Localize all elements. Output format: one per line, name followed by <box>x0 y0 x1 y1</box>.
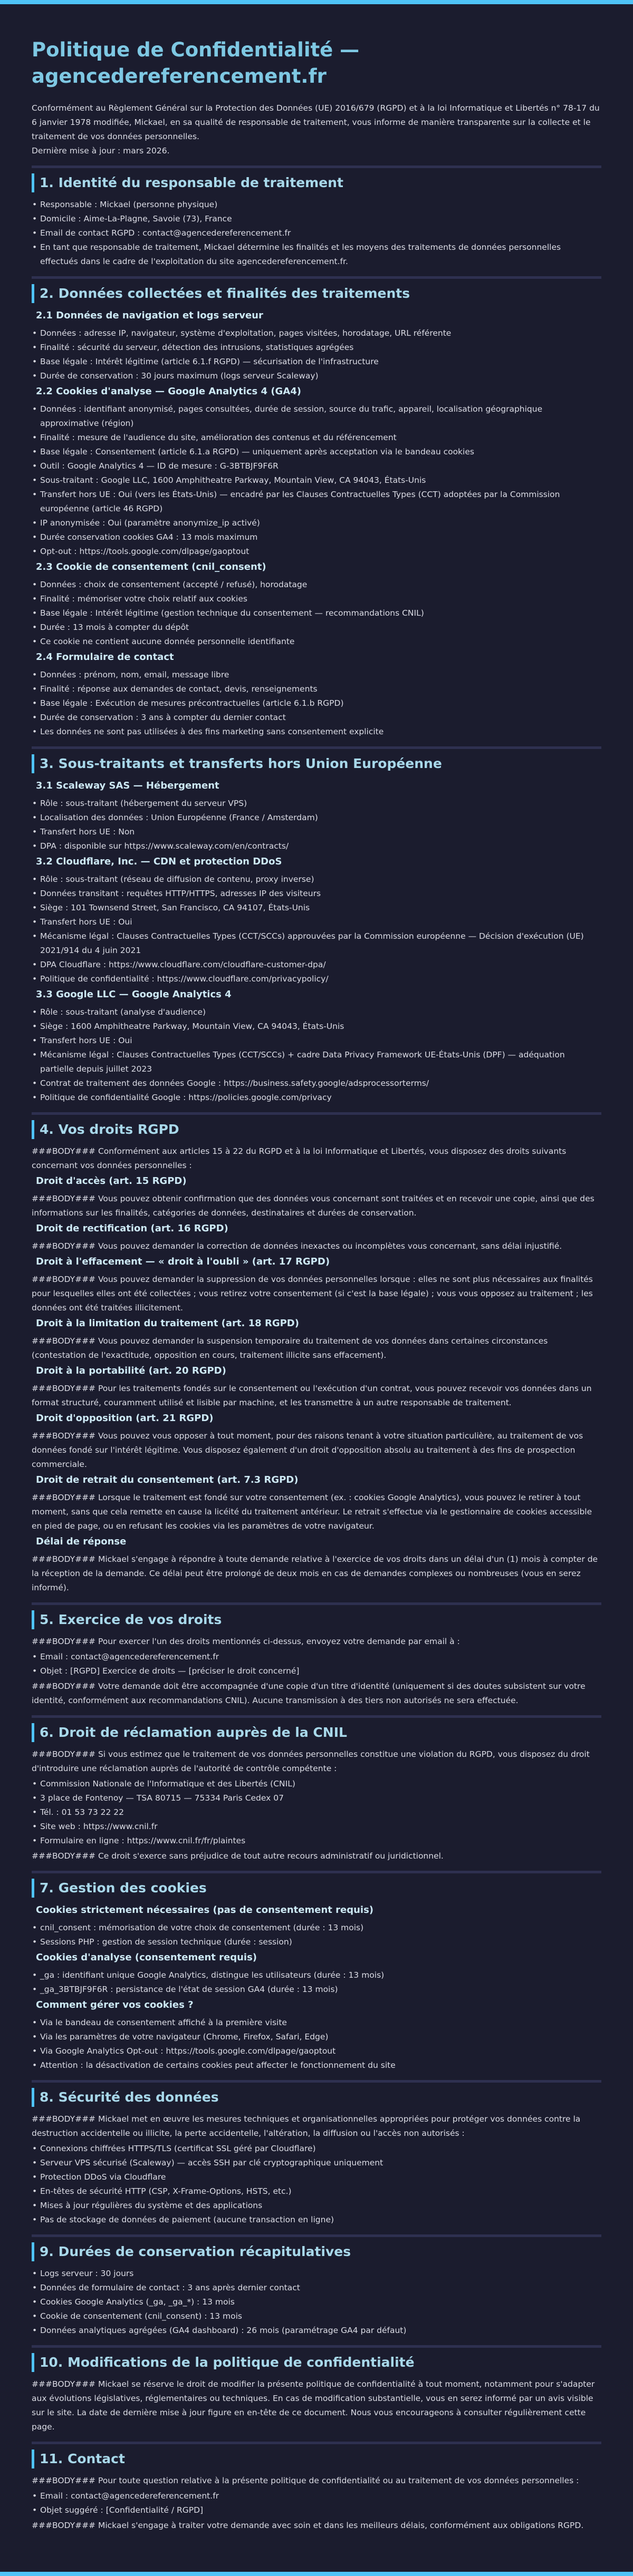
section-outro: ###BODY### Mickael s'engage à traiter votre demande avec soin et dans les meilleurs délais, conformément aux obligations RGPD. <box>32 2521 584 2530</box>
list-item: • Données de formulaire de contact : 3 ans après dernier contact <box>32 2281 601 2295</box>
list-item: • Outil : Google Analytics 4 — ID de mesure : G-3BTBJF9F6R <box>32 459 601 473</box>
list <box>32 1777 601 1848</box>
list-item: • Finalité : sécurité du serveur, détection des intrusions, statistiques agrégées <box>32 341 601 355</box>
list-item: • Données : choix de consentement (accepté / refusé), horodatage <box>32 578 601 592</box>
list-item: • Cookie de consentement (cnil_consent) : 13 mois <box>32 2309 601 2324</box>
page-header <box>32 37 601 158</box>
list-item: • Via le bandeau de consentement affiché à la première visite <box>32 2016 601 2030</box>
subsection-title: 3.2 Cloudflare, Inc. — CDN et protection DDoS <box>36 856 282 867</box>
list <box>32 872 601 986</box>
list <box>32 326 601 383</box>
section-retention <box>32 2242 601 2338</box>
section-identity <box>32 173 601 269</box>
list-item: • Serveur VPS sécurisé (Scaleway) — accès SSH par clé cryptographique uniquement <box>32 2156 601 2170</box>
list-item: • Cookies Google Analytics (_ga, _ga_*) : 13 mois <box>32 2295 601 2309</box>
section-security <box>32 2088 601 2227</box>
right-body: ###BODY### Pour les traitements fondés sur le consentement ou l'exécution d'un contrat, vous pouvez recevoir vos données dans un format structuré, couramment utilisé et lisible par machine, et les transmettre à un autre responsable de traitement. <box>32 1384 592 1407</box>
right-title: Délai de réponse <box>36 1536 127 1547</box>
right-body: ###BODY### Mickael s'engage à répondre à toute demande relative à l'exercice de vos droits dans un délai d'un (1) mois à compter de la réception de la demande. Ce délai peut être prolongé de deux mois en cas de demandes complexes ou nombreuses (vous en serez informé). <box>32 1554 598 1592</box>
right-title: Droit à la portabilité (art. 20 RGPD) <box>36 1365 226 1376</box>
section-intro: ###BODY### Pour exercer l'un des droits mentionnés ci-dessus, envoyez votre demande par email à : <box>32 1637 460 1646</box>
list-item[interactable]: • Email : contact@agencedereferencement.fr <box>32 1650 601 1664</box>
list-item[interactable]: • Contrat de traitement des données Google : https://business.safety.google/adsprocessorterms/ <box>32 1076 601 1091</box>
subsection-title: 2.4 Formulaire de contact <box>36 652 174 663</box>
section-body: ###BODY### Mickael se réserve le droit de modifier la présente politique de confidentialité à tout moment, notamment pour s'adapter aux évolutions législatives, réglementaires ou techniques. En cas de modification substantielle, vous en serez informé par un avis visible sur le site. La date de dernière mise à jour figure en en-tête de ce document. Nous vous encourageons à consulter régulièrement cette page. <box>32 2379 595 2432</box>
list-item: • _ga_3BTBJF9F6R : persistance de l'état de session GA4 (durée : 13 mois) <box>32 1982 601 1997</box>
list-item: • Mécanisme légal : Clauses Contractuelles Types (CCT/SCCs) + cadre Data Privacy Framework UE-États-Unis (DPF) — adéquation partielle depuis juillet 2023 <box>32 1048 601 1076</box>
right-body: ###BODY### Vous pouvez demander la suspension temporaire du traitement de vos données dans certaines circonstances (contestation de l'exactitude, opposition en cours, traitement illicite sans effacement). <box>32 1336 548 1360</box>
list-item: • Finalité : mesure de l'audience du site, amélioration des contenus et du référencement <box>32 431 601 445</box>
divider <box>32 1715 601 1718</box>
list-item: • 3 place de Fontenoy — TSA 80715 — 75334 Paris Cedex 07 <box>32 1791 601 1805</box>
divider <box>32 2345 601 2348</box>
right-title: Droit de retrait du consentement (art. 7.3 RGPD) <box>36 1474 299 1485</box>
right-body: ###BODY### Vous pouvez demander la correction de données inexactes ou incomplètes vous concernant, sans délai injustifié. <box>32 1241 562 1251</box>
divider <box>32 1602 601 1605</box>
right-body: ###BODY### Vous pouvez demander la suppression de vos données personnelles lorsque : elles ne sont plus nécessaires aux finalités pour lesquelles elles ont été collectées ; vous retirez votre consentement (si c'est la base légale) ; vous vous opposez au traitement ; les données ont été traitées illicitement. <box>32 1275 593 1313</box>
list-item[interactable]: • Via Google Analytics Opt-out : https://tools.google.com/dlpage/gaoptout <box>32 2044 601 2058</box>
section-title: 2. Données collectées et finalités des traitements <box>32 284 601 303</box>
list <box>32 198 601 269</box>
list-item[interactable]: • Site web : https://www.cnil.fr <box>32 1820 601 1834</box>
list-item: • Finalité : réponse aux demandes de contact, devis, renseignements <box>32 682 601 696</box>
list-item: • Données analytiques agrégées (GA4 dashboard) : 26 mois (paramétrage GA4 par défaut) <box>32 2324 601 2338</box>
divider <box>32 2442 601 2444</box>
section-cnil <box>32 1723 601 1863</box>
list-item: • Durée : 13 mois à compter du dépôt <box>32 620 601 635</box>
list <box>32 402 601 559</box>
list <box>32 796 601 853</box>
subsection-title: 2.1 Données de navigation et logs serveur <box>36 310 263 321</box>
section-outro: ###BODY### Votre demande doit être accompagnée d'une copie d'un titre d'identité (uniquement si des doutes subsistent sur votre identité, conformément aux recommandations CNIL). Aucune transmission à des tiers non autorisés ne sera effectuée. <box>32 1681 586 1705</box>
list-item: • Les données ne sont pas utilisées à des fins marketing sans consentement explicite <box>32 725 601 739</box>
right-title: Droit d'opposition (art. 21 RGPD) <box>36 1413 214 1424</box>
right-body: ###BODY### Vous pouvez obtenir confirmation que des données vous concernant sont traitées et en recevoir une copie, ainsi que des informations sur les finalités, catégories de données, destinataires et durées de conservation. <box>32 1194 594 1218</box>
page-title: Politique de Confidentialité — agencedereferencement.fr <box>32 38 360 88</box>
top-accent-bar <box>0 0 633 4</box>
section-title: 4. Vos droits RGPD <box>32 1120 601 1139</box>
last-update: Dernière mise à jour : mars 2026. <box>32 146 170 155</box>
list-item: • Données transitant : requêtes HTTP/HTTPS, adresses IP des visiteurs <box>32 887 601 901</box>
list-item: • Objet suggéré : [Confidentialité / RGPD] <box>32 2503 601 2517</box>
list-item: • Transfert hors UE : Oui <box>32 1034 601 1048</box>
list-item: • Connexions chiffrées HTTPS/TLS (certificat SSL géré par Cloudflare) <box>32 2142 601 2156</box>
section-rights <box>32 1120 601 1595</box>
list-item[interactable]: • Politique de confidentialité Google : https://policies.google.com/privacy <box>32 1091 601 1105</box>
section-title: 11. Contact <box>32 2449 601 2468</box>
list-item: • Durée de conservation : 3 ans à compter du dernier contact <box>32 711 601 725</box>
section-title: 1. Identité du responsable de traitement <box>32 173 601 192</box>
list-item: • _ga : identifiant unique Google Analytics, distingue les utilisateurs (durée : 13 mois) <box>32 1968 601 1982</box>
list-item: • Transfert hors UE : Oui (vers les États-Unis) — encadré par les Clauses Contractuelles Types (CCT) adoptées par la Commission européenne (article 46 RGPD) <box>32 488 601 516</box>
divider <box>32 2234 601 2237</box>
subsection-title: Cookies d'analyse (consentement requis) <box>36 1952 257 1963</box>
subsection-title: 3.1 Scaleway SAS — Hébergement <box>36 780 219 791</box>
list <box>32 1005 601 1105</box>
section-data-collected <box>32 284 601 739</box>
list-item: • Attention : la désactivation de certains cookies peut affecter le fonctionnement du site <box>32 2058 601 2073</box>
section-title: 5. Exercice de vos droits <box>32 1610 601 1629</box>
right-body: ###BODY### Lorsque le traitement est fondé sur votre consentement (ex. : cookies Google Analytics), vous pouvez le retirer à tout moment, sans que cela remette en cause la licéité du traitement antérieur. Le retrait s'effectue via le gestionnaire de cookies accessible en pied de page, ou en refusant les cookies via les paramètres de votre navigateur. <box>32 1493 592 1531</box>
section-title: 3. Sous-traitants et transferts hors Union Européenne <box>32 754 601 773</box>
list <box>32 2142 601 2227</box>
list-item: • Tél. : 01 53 73 22 22 <box>32 1805 601 1820</box>
section-cookies <box>32 1879 601 2073</box>
section-intro: ###BODY### Si vous estimez que le traitement de vos données personnelles constitue une violation du RGPD, vous disposez du droit d'introduire une réclamation auprès de l'autorité de contrôle compétente : <box>32 1749 590 1773</box>
divider <box>32 1871 601 1873</box>
section-exercise-rights <box>32 1610 601 1708</box>
list-item: • Sous-traitant : Google LLC, 1600 Amphitheatre Parkway, Mountain View, CA 94043, États-Unis <box>32 473 601 488</box>
list <box>32 1921 601 1949</box>
list-item: • Logs serveur : 30 jours <box>32 2267 601 2281</box>
list-item: • Siège : 1600 Amphitheatre Parkway, Mountain View, CA 94043, États-Unis <box>32 1019 601 1034</box>
list <box>32 1968 601 1997</box>
list <box>32 668 601 739</box>
list-item: • Durée conservation cookies GA4 : 13 mois maximum <box>32 530 601 545</box>
list <box>32 2016 601 2073</box>
intro-text: Conformément au Règlement Général sur la Protection des Données (UE) 2016/679 (RGPD) et à la loi Informatique et Libertés n° 78-17 du 6 janvier 1978 modifiée, Mickael, en sa qualité de responsable de traitement, vous informe de manière transparente sur la collecte et le traitement de vos données personnelles. <box>32 103 600 141</box>
section-contact <box>32 2449 601 2533</box>
section-modifications <box>32 2353 601 2434</box>
section-title: 6. Droit de réclamation auprès de la CNIL <box>32 1723 601 1742</box>
divider <box>32 1112 601 1115</box>
section-subprocessors <box>32 754 601 1105</box>
section-title: 9. Durées de conservation récapitulatives <box>32 2242 601 2261</box>
subsection-title: 3.3 Google LLC — Google Analytics 4 <box>36 989 232 1000</box>
right-body: ###BODY### Vous pouvez vous opposer à tout moment, pour des raisons tenant à votre situation particulière, au traitement de vos données fondé sur l'intérêt légitime. Vous disposez également d'un droit d'opposition absolu au traitement à des fins de prospection commerciale. <box>32 1431 583 1469</box>
list-item: • En tant que responsable de traitement, Mickael détermine les finalités et les moyens des traitements de données personnelles effectués dans le cadre de l'exploitation du site agencedereferencement.fr. <box>32 240 601 269</box>
section-title: 7. Gestion des cookies <box>32 1879 601 1898</box>
section-title: 10. Modifications de la politique de confidentialité <box>32 2353 601 2372</box>
list-item: • Commission Nationale de l'Informatique et des Libertés (CNIL) <box>32 1777 601 1791</box>
list <box>32 2267 601 2338</box>
list-item: • Responsable : Mickael (personne physique) <box>32 198 601 212</box>
list-item: • Protection DDoS via Cloudflare <box>32 2170 601 2184</box>
list-item[interactable]: • Politique de confidentialité : https://www.cloudflare.com/privacypolicy/ <box>32 972 601 986</box>
divider <box>32 166 601 168</box>
list-item: • Base légale : Exécution de mesures précontractuelles (article 6.1.b RGPD) <box>32 696 601 711</box>
list-item: • cnil_consent : mémorisation de votre choix de consentement (durée : 13 mois) <box>32 1921 601 1935</box>
subsection-title: 2.2 Cookies d'analyse — Google Analytics 4 (GA4) <box>36 386 302 397</box>
list-item: • Données : identifiant anonymisé, pages consultées, durée de session, source du trafic, appareil, localisation géographique approximative (région) <box>32 402 601 431</box>
list-item: • Durée de conservation : 30 jours maximum (logs serveur Scaleway) <box>32 369 601 383</box>
list <box>32 2489 601 2517</box>
list-item: • Objet : [RGPD] Exercice de droits — [préciser le droit concerné] <box>32 1664 601 1678</box>
list-item: • Données : adresse IP, navigateur, système d'exploitation, pages visitées, horodatage, URL référente <box>32 326 601 341</box>
list-item: • Domicile : Aime-La-Plagne, Savoie (73), France <box>32 212 601 226</box>
subsection-title: Comment gérer vos cookies ? <box>36 1999 194 2010</box>
bottom-accent-bar <box>0 2572 633 2576</box>
section-title: 8. Sécurité des données <box>32 2088 601 2107</box>
intro <box>32 101 601 158</box>
list-item: • Rôle : sous-traitant (réseau de diffusion de contenu, proxy inverse) <box>32 872 601 887</box>
list-item[interactable]: • DPA Cloudflare : https://www.cloudflare.com/cloudflare-customer-dpa/ <box>32 958 601 972</box>
list-item: • Rôle : sous-traitant (hébergement du serveur VPS) <box>32 796 601 811</box>
divider <box>32 276 601 279</box>
subsection-title: 2.3 Cookie de consentement (cnil_consent) <box>36 561 266 572</box>
list-item: • Base légale : Consentement (article 6.1.a RGPD) — uniquement après acceptation via le bandeau cookies <box>32 445 601 459</box>
right-title: Droit à la limitation du traitement (art. 18 RGPD) <box>36 1318 299 1329</box>
right-title: Droit d'accès (art. 15 RGPD) <box>36 1175 187 1187</box>
list-item: • Transfert hors UE : Oui <box>32 915 601 929</box>
list-item: • Rôle : sous-traitant (analyse d'audience) <box>32 1005 601 1019</box>
divider <box>32 2080 601 2083</box>
section-intro: ###BODY### Conformément aux articles 15 à 22 du RGPD et à la loi Informatique et Libertés, vous disposez des droits suivants concernant vos données personnelles : <box>32 1146 567 1170</box>
list-item[interactable]: • DPA : disponible sur https://www.scaleway.com/en/contracts/ <box>32 839 601 853</box>
list-item[interactable]: • Email de contact RGPD : contact@agencedereferencement.fr <box>32 226 601 240</box>
privacy-policy-page <box>0 4 633 2551</box>
list-item: • Base légale : Intérêt légitime (article 6.1.f RGPD) — sécurisation de l'infrastructure <box>32 355 601 369</box>
list-item: • Via les paramètres de votre navigateur (Chrome, Firefox, Safari, Edge) <box>32 2030 601 2044</box>
list-item: • IP anonymisée : Oui (paramètre anonymize_ip activé) <box>32 516 601 530</box>
list-item[interactable]: • Opt-out : https://tools.google.com/dlpage/gaoptout <box>32 545 601 559</box>
section-intro: ###BODY### Pour toute question relative à la présente politique de confidentialité ou au traitement de vos données personnelles : <box>32 2476 579 2485</box>
list-item: • Transfert hors UE : Non <box>32 825 601 839</box>
list-item: • Finalité : mémoriser votre choix relatif aux cookies <box>32 592 601 606</box>
list-item[interactable]: • Email : contact@agencedereferencement.fr <box>32 2489 601 2503</box>
list-item: • En-têtes de sécurité HTTP (CSP, X-Frame-Options, HSTS, etc.) <box>32 2184 601 2199</box>
right-title: Droit de rectification (art. 16 RGPD) <box>36 1223 228 1234</box>
right-title: Droit à l'effacement — « droit à l'oubli » (art. 17 RGPD) <box>36 1256 330 1267</box>
list-item: • Mises à jour régulières du système et des applications <box>32 2199 601 2213</box>
list-item: • Localisation des données : Union Européenne (France / Amsterdam) <box>32 811 601 825</box>
list-item: • Sessions PHP : gestion de session technique (durée : session) <box>32 1935 601 1949</box>
section-outro: ###BODY### Ce droit s'exerce sans préjudice de tout autre recours administratif ou juridictionnel. <box>32 1851 444 1861</box>
list-item: • Pas de stockage de données de paiement (aucune transaction en ligne) <box>32 2213 601 2227</box>
list <box>32 1650 601 1678</box>
subsection-title: Cookies strictement nécessaires (pas de consentement requis) <box>36 1904 374 1916</box>
list <box>32 578 601 649</box>
list-item: • Siège : 101 Townsend Street, San Francisco, CA 94107, États-Unis <box>32 901 601 915</box>
list-item: • Mécanisme légal : Clauses Contractuelles Types (CCT/SCCs) approuvées par la Commission européenne — Décision d'exécution (UE) 2021/914 du 4 juin 2021 <box>32 929 601 958</box>
list-item[interactable]: • Formulaire en ligne : https://www.cnil.fr/fr/plaintes <box>32 1834 601 1848</box>
list-item: • Données : prénom, nom, email, message libre <box>32 668 601 682</box>
list-item: • Ce cookie ne contient aucune donnée personnelle identifiante <box>32 635 601 649</box>
list-item: • Base légale : Intérêt légitime (gestion technique du consentement — recommandations CNIL) <box>32 606 601 620</box>
divider <box>32 746 601 749</box>
section-intro: ###BODY### Mickael met en œuvre les mesures techniques et organisationnelles appropriées pour protéger vos données contre la destruction accidentelle ou illicite, la perte accidentelle, l'altération, la diffusion ou l'accès non autorisés : <box>32 2114 581 2138</box>
